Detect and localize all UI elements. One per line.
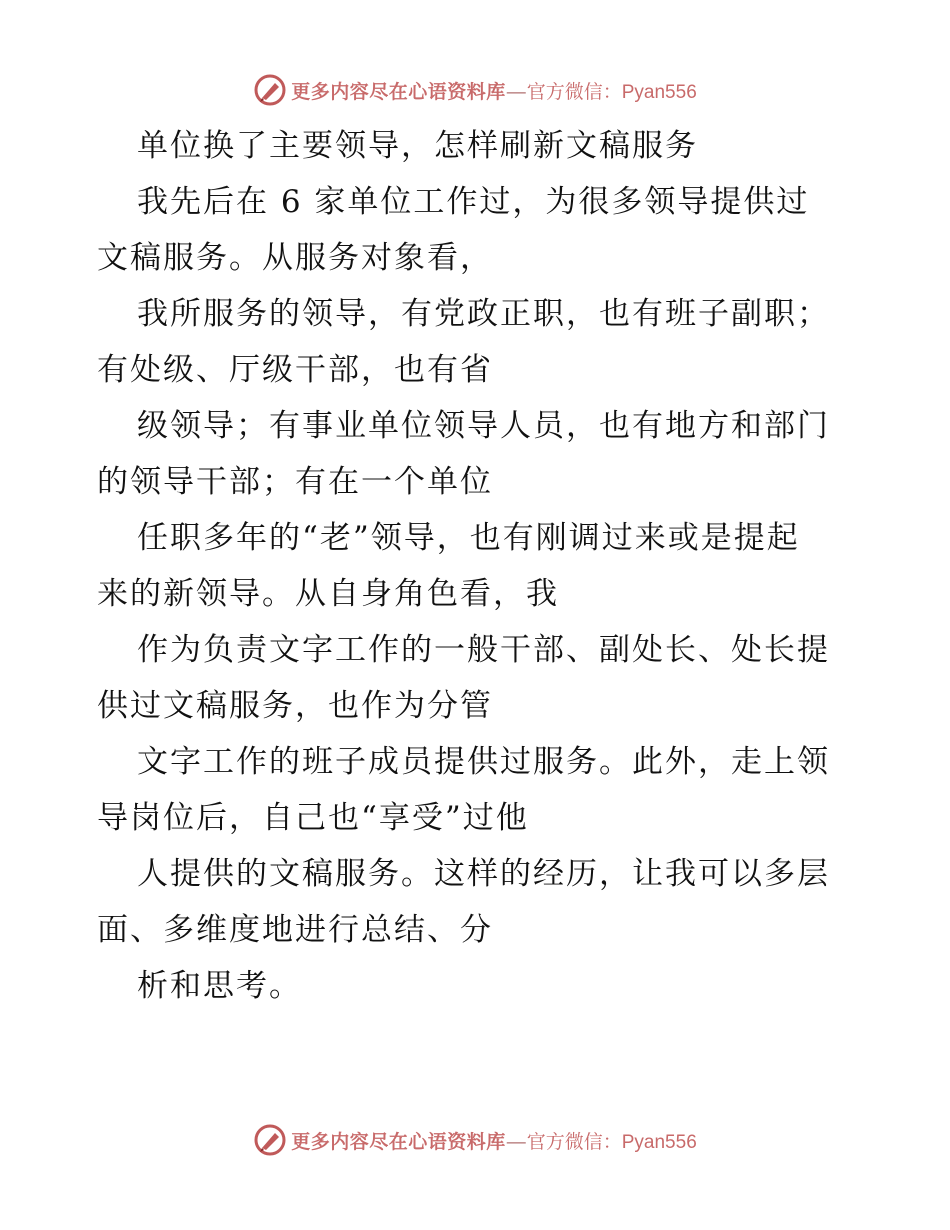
paragraph bbox=[97, 510, 857, 622]
text-line: 文稿服务。从服务对象看， bbox=[97, 240, 493, 276]
text-line: 来的新领导。从自身角色看，我 bbox=[97, 576, 559, 612]
banner-wechat-label: 官方微信： bbox=[526, 80, 622, 103]
text-line: 文字工作的班子成员提供过服务。此外，走上领 bbox=[137, 744, 830, 780]
paragraph bbox=[97, 398, 857, 510]
pen-logo-icon bbox=[253, 73, 287, 107]
banner-wechat-id: Pyan556 bbox=[621, 81, 697, 103]
banner-wechat-id: Pyan556 bbox=[621, 1131, 697, 1153]
text-line: 任职多年的“老”领导，也有刚调过来或是提起 bbox=[137, 520, 800, 556]
text-line: 作为负责文字工作的一般干部、副处长、处长提 bbox=[137, 632, 830, 668]
banner-main-text: 更多内容尽在心语资料库 bbox=[291, 1130, 506, 1153]
banner-dash: — bbox=[506, 1131, 526, 1153]
text-line: 导岗位后，自己也“享受”过他 bbox=[97, 800, 529, 836]
paragraph-title bbox=[97, 118, 857, 174]
paragraph bbox=[97, 622, 857, 734]
banner-dash: — bbox=[506, 81, 526, 103]
text-line: 的领导干部；有在一个单位 bbox=[97, 464, 493, 500]
text-line: 面、多维度地进行总结、分 bbox=[97, 912, 493, 948]
text-line: 析和思考。 bbox=[137, 968, 302, 1004]
pen-logo-icon bbox=[253, 1123, 287, 1157]
paragraph bbox=[97, 734, 857, 846]
text-line: 级领导；有事业单位领导人员，也有地方和部门 bbox=[137, 408, 830, 444]
header-banner bbox=[0, 70, 950, 110]
text-line: 供过文稿服务，也作为分管 bbox=[97, 688, 493, 724]
text-line: 我先后在 6 家单位工作过，为很多领导提供过 bbox=[137, 184, 810, 220]
text-line: 人提供的文稿服务。这样的经历，让我可以多层 bbox=[137, 856, 830, 892]
paragraph bbox=[97, 174, 857, 286]
text-line: 单位换了主要领导，怎样刷新文稿服务 bbox=[137, 128, 698, 164]
text-line: 我所服务的领导，有党政正职，也有班子副职； bbox=[137, 296, 830, 332]
banner-main-text: 更多内容尽在心语资料库 bbox=[291, 80, 506, 103]
paragraph bbox=[97, 286, 857, 398]
paragraph bbox=[97, 958, 857, 1014]
banner-wechat-label: 官方微信： bbox=[526, 1130, 622, 1153]
document-body bbox=[97, 118, 857, 1014]
paragraph bbox=[97, 846, 857, 958]
footer-banner bbox=[0, 1120, 950, 1160]
text-line: 有处级、厅级干部，也有省 bbox=[97, 352, 493, 388]
